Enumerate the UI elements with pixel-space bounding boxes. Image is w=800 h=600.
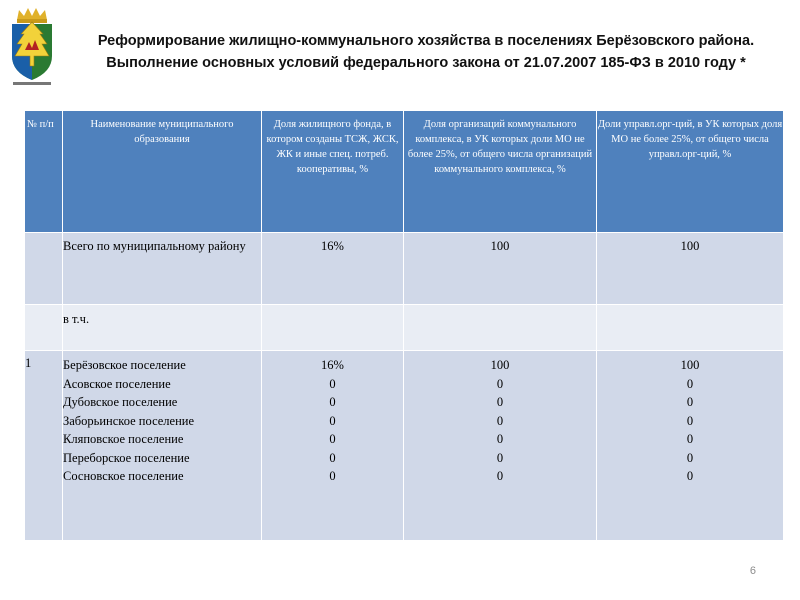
table-row-total: [25, 233, 784, 305]
settlements-row-number: 1: [25, 351, 63, 541]
title-line-1: Реформирование жилищно-коммунального хозяйства в поселениях Берёзовского района.: [97, 33, 755, 49]
reform-table: [24, 110, 784, 541]
page-number: 6: [749, 565, 756, 577]
incl-row-number: [25, 305, 63, 351]
col-header-municipality: Наименование муниципального образования: [63, 111, 262, 233]
settlement-name: Переборское поселение: [63, 450, 190, 465]
housing-value: 0: [329, 413, 336, 428]
housing-value: 0: [329, 432, 336, 446]
settlement-utility-values: [404, 351, 597, 541]
incl-row-utility: [404, 305, 597, 351]
housing-value: 0: [329, 395, 336, 409]
settlement-name: Асовское поселение: [63, 376, 171, 391]
utility-value: 0: [496, 395, 504, 409]
table-header-row: [25, 111, 784, 233]
utility-value: 0: [496, 469, 504, 483]
total-row-management: 100: [597, 233, 784, 305]
utility-value: 0: [496, 376, 504, 391]
management-value: 0: [686, 469, 694, 483]
housing-value: 0: [329, 376, 336, 391]
management-value: 0: [686, 413, 694, 428]
housing-value: 0: [329, 469, 336, 483]
settlement-name: Дубовское поселение: [63, 395, 178, 409]
settlement-name: Заборьинское поселение: [63, 413, 195, 428]
incl-row-label: в т.ч.: [63, 305, 262, 351]
col-header-management-share: Доли управл.орг-ций, в УК которых доля МО не более 25%, от общего числа управл.орг-ций, %: [597, 111, 784, 233]
utility-value: 0: [496, 413, 504, 428]
table-row-including: [25, 305, 784, 351]
col-header-housing-share: Доля жилищного фонда, в котором созданы ТСЖ, ЖСК, ЖК и иные спец. потреб. кооперативы, %: [262, 111, 404, 233]
col-header-number: № п/п: [25, 111, 63, 233]
settlement-name: Сосновское поселение: [63, 469, 184, 483]
total-row-number: [25, 233, 63, 305]
settlement-name: Берёзовское поселение: [63, 358, 186, 372]
management-value: 0: [686, 450, 694, 465]
settlement-name: Кляповское поселение: [63, 432, 184, 446]
settlement-management-values: [597, 351, 784, 541]
management-value: 0: [686, 376, 694, 391]
management-value: 0: [686, 395, 694, 409]
crown-icon: [17, 8, 47, 20]
settlement-housing-values: [262, 351, 404, 541]
total-row-housing: 16%: [262, 233, 404, 305]
incl-row-management: [597, 305, 784, 351]
col-header-utility-share: Доля организаций коммунального комплекса, в УК которых доли МО не более 25%, от общего числа организаций коммунального комплекса, %: [404, 111, 597, 233]
total-row-name: Всего по муниципальному району: [63, 233, 262, 305]
incl-row-housing: [262, 305, 404, 351]
table-row-settlements: [25, 351, 784, 541]
utility-value: 0: [496, 450, 504, 465]
slide-title: [86, 33, 766, 71]
housing-value: 0: [329, 450, 336, 465]
utility-value: 100: [490, 358, 510, 372]
settlement-names: [63, 351, 262, 541]
title-line-2: Выполнение основных условий федерального закона от 21.07.2007 185-ФЗ в 2010 году *: [106, 55, 746, 71]
total-row-utility: 100: [404, 233, 597, 305]
management-value: 0: [686, 432, 694, 446]
utility-value: 0: [496, 432, 504, 446]
coat-of-arms-emblem: [7, 6, 57, 90]
housing-value: 16%: [321, 358, 344, 372]
management-value: 100: [680, 358, 700, 372]
